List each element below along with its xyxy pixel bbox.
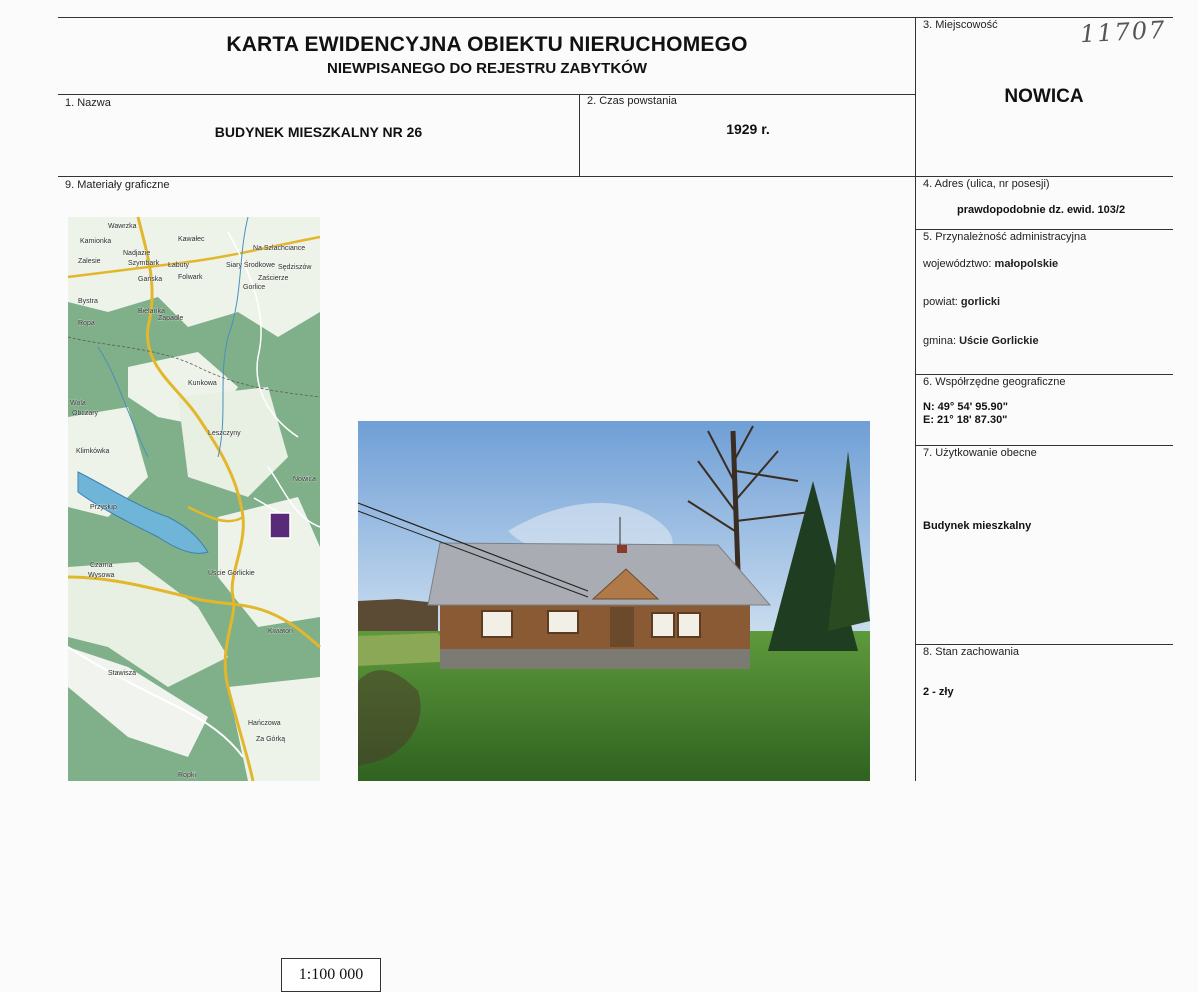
divider-admin <box>916 374 1173 375</box>
map-place-label: Na Szlachciance <box>253 245 306 252</box>
map-place-label: Wola <box>70 400 86 407</box>
photo-door <box>610 607 634 647</box>
photo-window <box>652 613 674 637</box>
usage-label: 7. Użytkowanie obecne <box>923 447 1037 459</box>
map-place-label: Folwark <box>178 274 203 281</box>
photo-chimney <box>617 545 627 553</box>
date-label: 2. Czas powstania <box>587 95 677 107</box>
map-place-label: Nadjazie <box>123 250 151 257</box>
usage-value: Budynek mieszkalny <box>923 520 1032 532</box>
map-place-label: Czarna <box>90 562 113 569</box>
coords-label: 6. Współrzędne geograficzne <box>923 376 1066 388</box>
map-place-label: Obczary <box>72 410 99 417</box>
coords-north: N: 49° 54' 95.90" <box>923 401 1009 413</box>
map-place-label: Leszczyny <box>208 430 241 437</box>
map-place-label: Łabuty <box>168 262 190 269</box>
address-value: prawdopodobnie dz. ewid. 103/2 <box>957 204 1126 216</box>
map-place-label: Wysowa <box>88 572 115 579</box>
county-label: powiat: <box>923 296 958 308</box>
map-place-label: Kunkowa <box>188 380 217 387</box>
reference-number: 11707 <box>1079 15 1168 49</box>
admin-label: 5. Przynależność administracyjna <box>923 231 1087 243</box>
commune-row <box>923 335 1039 347</box>
county-row <box>923 296 1000 308</box>
coords-east: E: 21° 18' 87.30" <box>923 414 1008 426</box>
map-place-label: Kamionka <box>80 238 112 245</box>
document-subtitle: NIEWPISANEGO DO REJESTRU ZABYTKÓW <box>326 60 648 77</box>
county-value: gorlicki <box>960 296 1001 308</box>
map-place-label: Wawrzka <box>108 223 137 230</box>
map-place-label: Ropki <box>178 772 196 779</box>
photo-window <box>482 611 512 637</box>
map-place-label: Klimkówka <box>76 448 110 455</box>
map-place-label: Uście Gorlickie <box>208 570 255 577</box>
voivodeship-label: województwo: <box>923 258 992 270</box>
condition-value: 2 - zły <box>923 686 954 698</box>
map-place-label: Zaścierze <box>258 275 289 282</box>
map-place-label: Gańska <box>138 276 163 283</box>
map-place-label: Kwiaton <box>268 628 293 635</box>
photo-window <box>678 613 700 637</box>
map-place-label: Bielanka <box>138 308 165 315</box>
map-place-label: Szymbark <box>128 260 160 267</box>
divider-address <box>916 229 1173 230</box>
locality-label: 3. Miejscowość <box>923 19 998 31</box>
building-photo <box>358 421 870 781</box>
map-place-label: Zapadle <box>158 315 184 322</box>
date-value: 1929 r. <box>726 121 770 137</box>
map-place-label: Zalesie <box>78 258 101 265</box>
condition-label: 8. Stan zachowania <box>923 646 1020 658</box>
map-place-label: Kawałec <box>178 236 205 243</box>
map-scale: 1:100 000 <box>281 958 381 992</box>
divider-title-bottom <box>58 94 916 95</box>
commune-value: Uście Gorlickie <box>959 335 1039 347</box>
photo-far-trees <box>358 599 438 636</box>
locality-value: NOWICA <box>1004 86 1084 107</box>
map-place-label: Hańczowa <box>248 720 281 727</box>
divider-usage <box>916 644 1173 645</box>
map-place-label: Sędziszów <box>278 264 312 271</box>
address-label: 4. Adres (ulica, nr posesji) <box>923 178 1050 190</box>
voivodeship-row <box>923 258 1058 270</box>
map-place-label: Siary Środkowe <box>226 262 276 269</box>
document-title: KARTA EWIDENCYJNA OBIEKTU NIERUCHOMEGO <box>226 33 748 56</box>
frame-top-line <box>58 17 1173 18</box>
graphics-label: 9. Materiały graficzne <box>65 179 170 191</box>
location-map <box>68 217 364 983</box>
map-place-label: Przysłup <box>90 504 117 511</box>
name-label: 1. Nazwa <box>65 97 111 109</box>
name-value: BUDYNEK MIESZKALNY NR 26 <box>214 124 423 140</box>
photo-house-foundation <box>440 647 750 669</box>
map-place-label: Nowica <box>293 476 316 483</box>
map-place-label: Gorlice <box>243 284 266 291</box>
map-place-label: Stawisza <box>108 670 137 677</box>
map-place-label: Bystra <box>78 298 98 305</box>
map-place-label: Za Górką <box>256 736 286 743</box>
divider-row1-bottom <box>58 176 1173 177</box>
divider-coords <box>916 445 1173 446</box>
map-drawing <box>68 217 320 781</box>
photo-window <box>548 611 578 633</box>
voivodeship-value: małopolskie <box>994 258 1059 270</box>
commune-label: gmina: <box>923 335 957 347</box>
photo-drawing <box>358 421 870 781</box>
map-place-label: Ropa <box>78 320 95 327</box>
